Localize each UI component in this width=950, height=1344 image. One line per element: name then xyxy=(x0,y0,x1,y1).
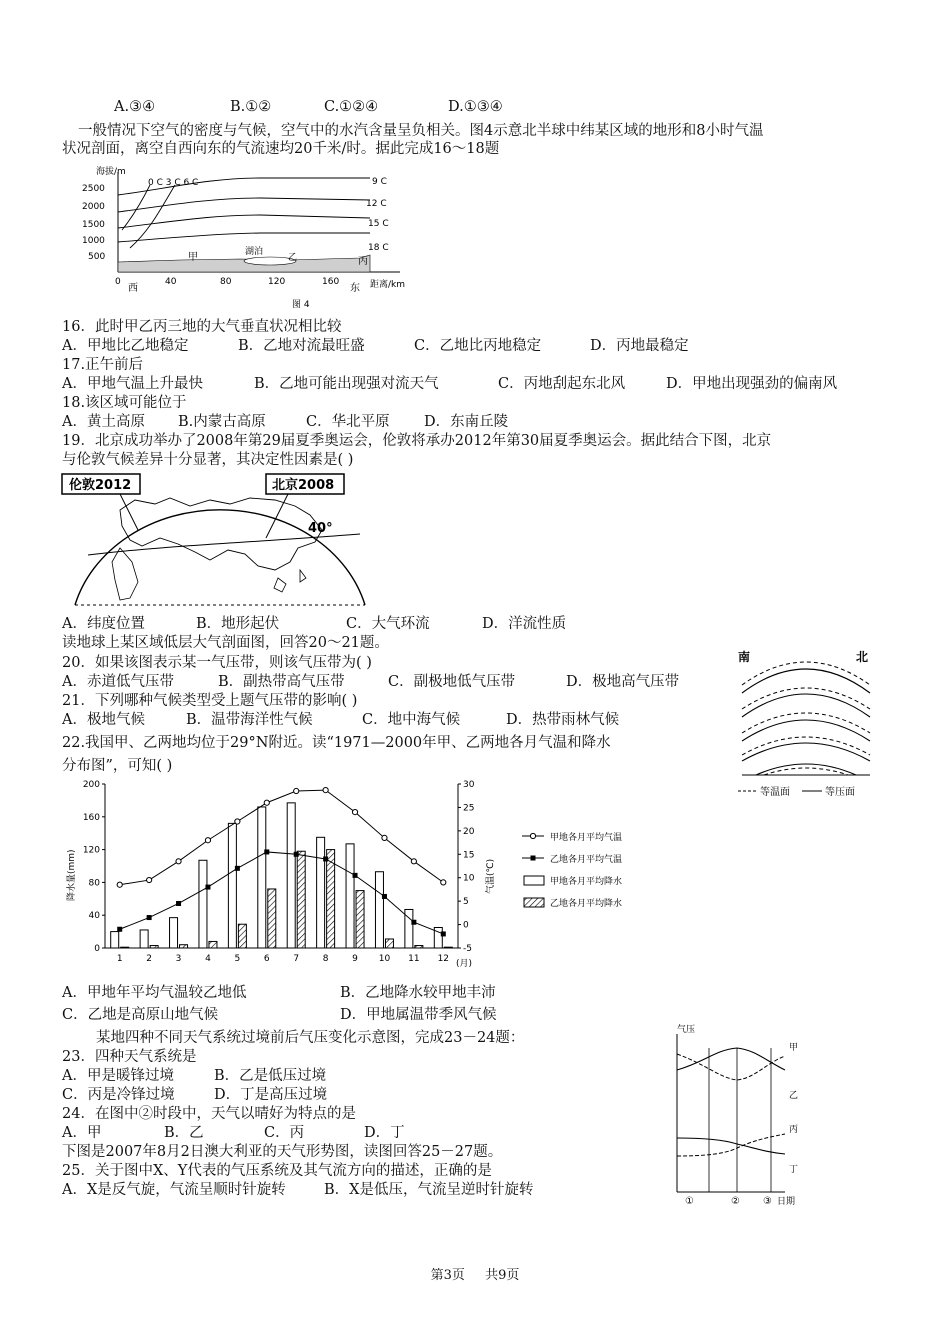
chart-bar-jia xyxy=(346,844,354,948)
q24-opt: B．乙 xyxy=(164,1125,204,1141)
q20-opt: C．副极地低气压带 xyxy=(388,674,516,690)
q17-opt: C．丙地刮起东北风 xyxy=(498,376,626,392)
chart-point-jia xyxy=(323,787,328,792)
chart-xtick: 7 xyxy=(293,954,300,964)
q19-opt: C．大气环流 xyxy=(346,616,430,632)
q18-stem: 18.该区域可能位于 xyxy=(62,395,187,411)
q16-opt: B．乙地对流最旺盛 xyxy=(238,338,365,354)
chart-legend-item: 乙地各月平均气温 xyxy=(550,855,623,865)
chart-bar-yi xyxy=(356,891,364,948)
chart-bar-yi xyxy=(415,946,423,948)
pressure-t2: ② xyxy=(731,1196,740,1207)
chart-bar-jia xyxy=(287,803,295,948)
q16-opt: C．乙地比丙地稳定 xyxy=(414,338,542,354)
fig4-xtick: 160 xyxy=(322,277,340,287)
chart-bar-yi xyxy=(327,850,335,948)
fig4-jia: 甲 xyxy=(188,252,198,263)
chart-point-jia xyxy=(117,882,122,887)
q22-opt: D．甲地属温带季风气候 xyxy=(340,1007,497,1023)
chart-point-yi xyxy=(176,901,181,906)
chart-ytick-left: 160 xyxy=(82,812,100,823)
chart-point-jia xyxy=(382,835,387,840)
chart-point-yi xyxy=(117,927,122,932)
fig4-ylabel: 海拔/m xyxy=(96,167,126,177)
option-c: C.①②④ xyxy=(324,99,379,115)
chart-bar-yi xyxy=(268,889,276,948)
chart-bar-yi xyxy=(209,941,217,948)
chart-ylabel-right: 气温(℃) xyxy=(486,858,496,894)
option-d: D.①③④ xyxy=(448,99,503,115)
q19-stem-line2: 与伦敦气候差异十分显著，其决定性因素是( ) xyxy=(62,452,354,468)
profile-north: 北 xyxy=(856,650,869,664)
profile-legend-dash: 等温面 xyxy=(760,787,790,798)
q19-opt: D．洋流性质 xyxy=(482,616,567,632)
q25-stem: 25．关于图中X、Y代表的气压系统及其气流方向的描述，正确的是 xyxy=(62,1163,492,1179)
chart-xtick: 10 xyxy=(378,954,391,964)
chart-ytick-left: 0 xyxy=(94,944,100,954)
q19-opt: A．纬度位置 xyxy=(62,616,145,632)
chart-xtick: 3 xyxy=(175,954,182,964)
chart-ytick-right: 10 xyxy=(463,873,475,884)
fig4-xtick: 0 xyxy=(115,277,121,287)
q21-opt: B．温带海洋性气候 xyxy=(186,712,313,728)
chart-line-jia xyxy=(120,790,444,885)
pressure-xlabel: 日期 xyxy=(777,1197,796,1207)
chart-bar-yi xyxy=(297,851,305,948)
chart-xtick: 4 xyxy=(205,954,211,964)
chart-xtick: 11 xyxy=(408,954,420,964)
figure-4-profile xyxy=(60,160,430,315)
chart-ytick-left: 200 xyxy=(82,780,100,790)
chart-bar-jia xyxy=(199,860,207,948)
q16-opt: D．丙地最稳定 xyxy=(590,338,689,354)
fig4-lake: 湖泊 xyxy=(245,247,264,257)
q18-opt: A．黄土高原 xyxy=(62,414,145,430)
q17-opt: A．甲地气温上升最快 xyxy=(62,376,203,392)
fig4-yi: 乙 xyxy=(288,253,298,263)
chart-ytick-right: -5 xyxy=(463,944,472,954)
chart-legend-item: 甲地各月平均气温 xyxy=(550,833,623,843)
chart-xtick: 2 xyxy=(146,954,152,964)
chart-bar-yi xyxy=(150,946,158,948)
q18-opt: D．东南丘陵 xyxy=(424,414,509,430)
q24-opt: A．甲 xyxy=(62,1125,102,1141)
q19-opt: B．地形起伏 xyxy=(196,616,280,632)
chart-bar-jia xyxy=(140,930,148,948)
fig4-ytick: 1500 xyxy=(82,220,105,230)
q23-opt: B．乙是低压过境 xyxy=(214,1068,327,1084)
chart-point-yi xyxy=(411,920,416,925)
fig4-west: 西 xyxy=(128,283,138,294)
chart-point-jia xyxy=(176,859,181,864)
chart-bar-yi xyxy=(238,924,246,948)
globe-london-label: 伦敦2012 xyxy=(69,478,132,493)
fig4-xlabel: 距离/km xyxy=(370,280,406,290)
chart-bar-yi xyxy=(444,947,452,948)
q25-opt: A．X是反气旋，气流呈顺时针旋转 xyxy=(62,1182,286,1198)
chart-point-jia xyxy=(235,819,240,824)
chart-ylabel-left: 降水量(mm) xyxy=(67,849,77,901)
q19-stem-line1: 19．北京成功举办了2008年第29届夏季奥运会，伦敦将承办2012年第30届夏季奥运会。据此结合下图，北京 xyxy=(62,433,772,449)
chart-bar-jia xyxy=(228,823,236,948)
globe-lat-label: 40° xyxy=(308,521,333,536)
page-footer xyxy=(0,1264,950,1283)
option-a: A.③④ xyxy=(114,99,156,115)
profile-legend-solid: 等压面 xyxy=(825,787,855,798)
fig4-isotherm-right: 15 C xyxy=(368,219,389,229)
fig4-xtick: 120 xyxy=(268,277,286,287)
intro-25-27: 下图是2007年8月2日澳大利亚的天气形势图，读图回答25－27题。 xyxy=(62,1144,503,1160)
q16-stem: 16．此时甲乙丙三地的大气垂直状况相比较 xyxy=(62,319,342,335)
chart-bar-yi xyxy=(121,947,129,948)
chart-ytick-left: 120 xyxy=(82,845,100,856)
pressure-change-figure xyxy=(665,1020,815,1210)
chart-point-jia xyxy=(411,859,416,864)
chart-xunit: (月) xyxy=(456,959,473,969)
q17-stem: 17.正午前后 xyxy=(62,357,144,373)
chart-point-jia xyxy=(205,838,210,843)
chart-bar-jia xyxy=(375,872,383,948)
chart-point-yi xyxy=(264,849,269,854)
chart-point-jia xyxy=(294,788,299,793)
chart-point-jia xyxy=(147,877,152,882)
chart-ytick-right: 25 xyxy=(463,803,475,814)
q25-opt: B．X是低压，气流呈逆时针旋转 xyxy=(324,1182,534,1198)
q20-opt: B．副热带高气压带 xyxy=(218,674,345,690)
q21-opt: A．极地气候 xyxy=(62,712,145,728)
chart-point-jia xyxy=(264,800,269,805)
fig4-xtick: 40 xyxy=(165,277,177,287)
chart-bar-jia xyxy=(170,918,178,948)
chart-xtick: 9 xyxy=(352,954,358,964)
chart-point-yi xyxy=(382,894,387,899)
chart-xtick: 1 xyxy=(116,954,123,964)
fig4-bing: 丙 xyxy=(358,256,368,267)
chart-xtick: 8 xyxy=(322,954,329,964)
intro-16-18-line1: 一般情况下空气的密度与气候，空气中的水汽含量呈负相关。图4示意北半球中纬某区域的地形和8小时气温 xyxy=(78,123,764,139)
fig4-caption: 图 4 xyxy=(292,300,310,310)
chart-legend-item: 甲地各月平均降水 xyxy=(550,877,623,887)
intro-20-21: 读地球上某区域低层大气剖面图，回答20～21题。 xyxy=(62,635,389,651)
q17-opt: B．乙地可能出现强对流天气 xyxy=(254,376,439,392)
chart-point-jia xyxy=(441,880,446,885)
q22-stem-line1: 22.我国甲、乙两地均位于29°N附近。读“1971—2000年甲、乙两地各月气温和降水 xyxy=(62,735,611,751)
chart-bar-yi xyxy=(385,939,393,948)
chart-point-yi xyxy=(441,931,446,936)
page-number: 第3页 xyxy=(430,1268,465,1283)
pressure-t1: ① xyxy=(685,1196,694,1207)
q20-opt: D．极地高气压带 xyxy=(566,674,680,690)
q24-stem: 24．在图中②时段中，天气以晴好为特点的是 xyxy=(62,1106,356,1122)
q23-opt: C．丙是冷锋过境 xyxy=(62,1087,175,1103)
chart-ytick-left: 40 xyxy=(88,911,100,922)
q16-opt: A．甲地比乙地稳定 xyxy=(62,338,189,354)
chart-point-jia xyxy=(352,810,357,815)
chart-bar-jia xyxy=(258,807,266,948)
q17-opt: D．甲地出现强劲的偏南风 xyxy=(666,376,838,392)
climate-chart xyxy=(60,776,660,976)
profile-south: 南 xyxy=(738,650,751,664)
chart-xtick: 12 xyxy=(437,954,450,964)
chart-legend-item: 乙地各月平均降水 xyxy=(550,899,623,909)
chart-point-yi xyxy=(147,915,152,920)
q22-opt: B．乙地降水较甲地丰沛 xyxy=(340,985,496,1001)
chart-bar-jia xyxy=(111,932,119,948)
chart-point-yi xyxy=(353,873,358,878)
intro-23-24: 某地四种不同天气系统过境前后气压变化示意图，完成23－24题： xyxy=(96,1030,525,1046)
pressure-profile-figure xyxy=(730,645,880,800)
pressure-ylabel: 气压 xyxy=(677,1025,696,1035)
fig4-isotherm-right: 18 C xyxy=(368,243,389,253)
chart-xtick: 6 xyxy=(263,954,270,964)
fig4-isotherm-left: 0 C 3 C 6 C xyxy=(148,178,199,188)
pressure-jia: 甲 xyxy=(789,1043,799,1053)
q21-opt: C．地中海气候 xyxy=(362,712,461,728)
q23-stem: 23．四种天气系统是 xyxy=(62,1049,197,1065)
q18-opt: C．华北平原 xyxy=(306,414,390,430)
page-total: 共9页 xyxy=(485,1268,520,1283)
fig4-ytick: 2500 xyxy=(82,184,105,194)
pressure-ding: 丁 xyxy=(789,1165,799,1175)
q24-opt: C．丙 xyxy=(264,1125,305,1141)
chart-xtick: 5 xyxy=(234,954,241,964)
fig4-ytick: 1000 xyxy=(82,236,105,246)
pressure-t3: ③ xyxy=(763,1196,772,1207)
q22-opt: A．甲地年平均气温较乙地低 xyxy=(62,985,247,1001)
fig4-xtick: 80 xyxy=(220,277,232,287)
pressure-bing: 丙 xyxy=(789,1125,799,1135)
fig4-east: 东 xyxy=(350,283,360,294)
fig4-isotherm-right: 9 C xyxy=(372,177,387,187)
chart-point-yi xyxy=(235,866,240,871)
pressure-yi: 乙 xyxy=(789,1091,799,1101)
chart-ytick-left: 80 xyxy=(88,878,100,889)
chart-point-yi xyxy=(205,885,210,890)
chart-ytick-right: 15 xyxy=(463,850,475,861)
q24-opt: D．丁 xyxy=(364,1125,405,1141)
globe-figure xyxy=(60,470,380,610)
q20-opt: A．赤道低气压带 xyxy=(62,674,174,690)
globe-beijing-label: 北京2008 xyxy=(272,478,335,493)
q22-opt: C．乙地是高原山地气候 xyxy=(62,1007,219,1023)
fig4-isotherm-right: 12 C xyxy=(366,199,387,209)
chart-ytick-right: 30 xyxy=(463,780,475,790)
chart-bar-jia xyxy=(317,837,325,948)
q21-opt: D．热带雨林气候 xyxy=(506,712,620,728)
option-b: B.①② xyxy=(230,99,272,115)
chart-ytick-right: 5 xyxy=(463,897,469,908)
q22-stem-line2: 分布图”，可知( ) xyxy=(62,758,173,774)
fig4-ytick: 500 xyxy=(88,252,106,262)
chart-ytick-right: 0 xyxy=(463,920,469,931)
q20-stem: 20．如果该图表示某一气压带，则该气压带为( ) xyxy=(62,655,372,671)
chart-point-yi xyxy=(323,856,328,861)
q21-stem: 21．下列哪种气候类型受上题气压带的影响( ) xyxy=(62,693,358,709)
q23-opt: A．甲是暖锋过境 xyxy=(62,1068,174,1084)
q18-opt: B.内蒙古高原 xyxy=(178,414,266,430)
chart-point-yi xyxy=(294,852,299,857)
intro-16-18-line2: 状况剖面，离空自西向东的气流速均20千米/时。据此完成16～18题 xyxy=(62,141,500,157)
chart-bar-yi xyxy=(180,945,188,948)
q23-opt: D．丁是高压过境 xyxy=(214,1087,328,1103)
fig4-ytick: 2000 xyxy=(82,202,105,212)
chart-ytick-right: 20 xyxy=(463,826,475,837)
chart-line-yi xyxy=(120,852,444,934)
